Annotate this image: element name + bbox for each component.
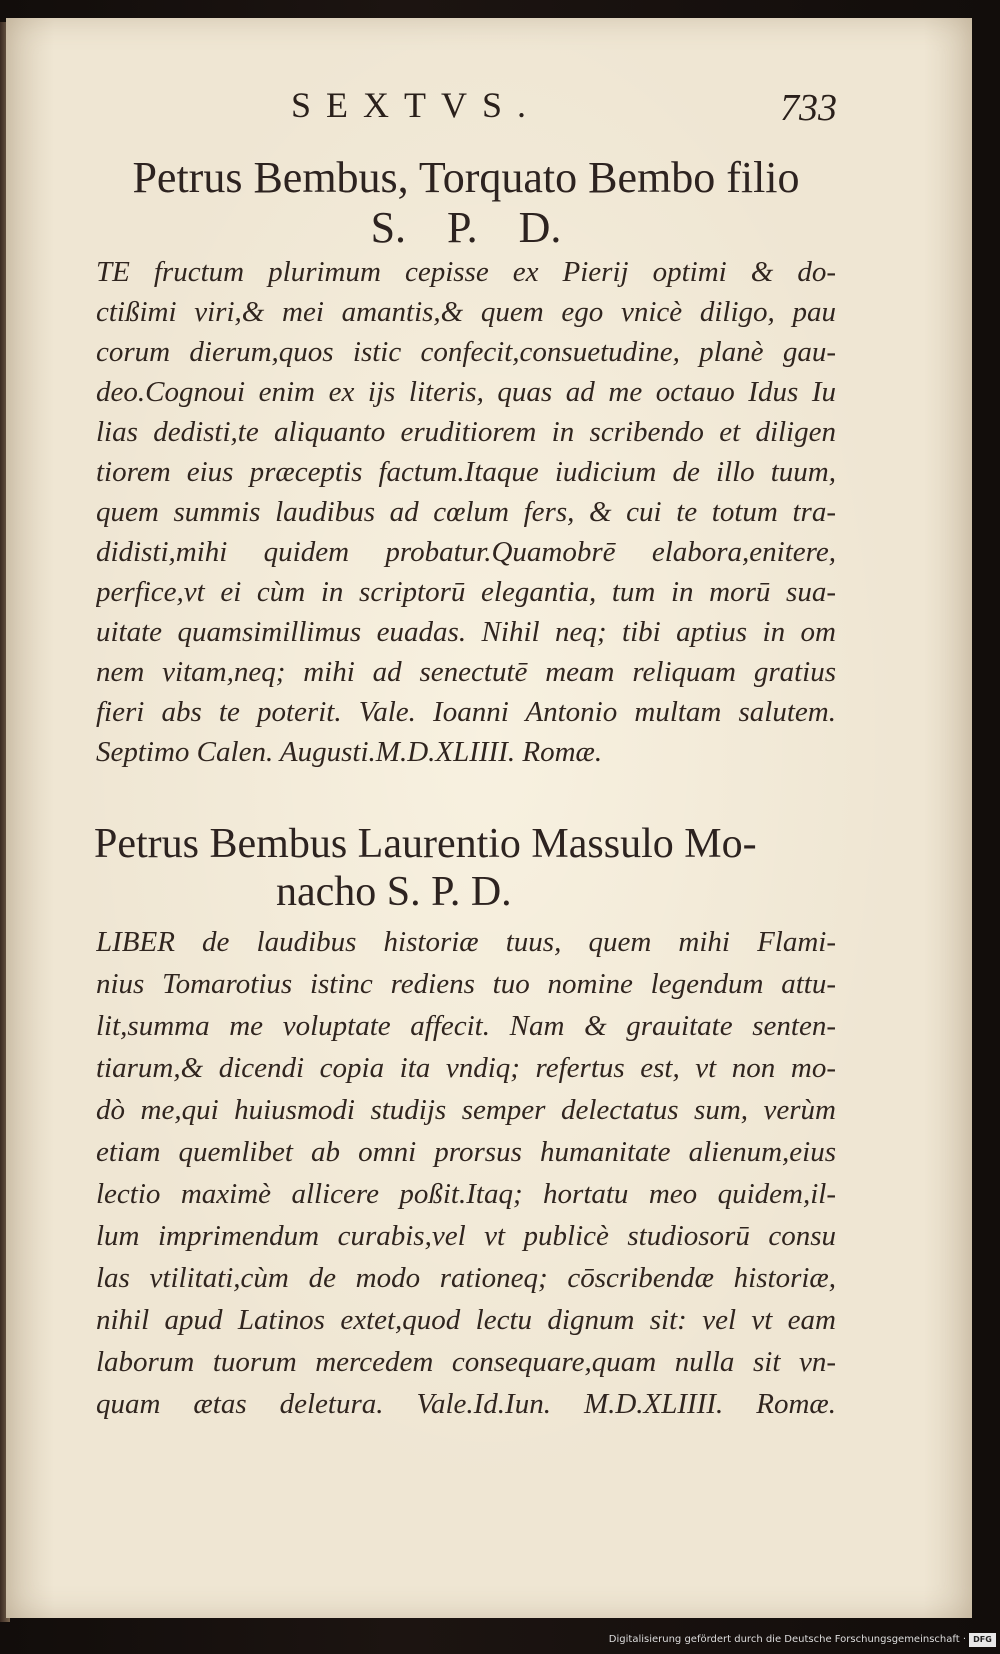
letter1-text-line: quem summis laudibus ad cœlum fers, & cui te totum tra- xyxy=(96,496,836,528)
letter1-heading-line2: S. P. D. xyxy=(370,203,562,252)
letter2-text-line: lit,summa me voluptate affecit. Nam & grauitate senten- xyxy=(96,1010,836,1042)
letter1-text-line: lias dedisti,te aliquanto eruditiorem in scribendo et diligen xyxy=(96,416,836,448)
letter2-text-line: nihil apud Latinos extet,quod lectu dignum sit: vel vt eam xyxy=(96,1304,836,1336)
letter2-heading-line2: nacho S. P. D. xyxy=(276,869,512,915)
letter2-text-line: LIBER de laudibus historiæ tuus, quem mihi Flami- xyxy=(96,926,836,958)
letter2-text-line: lectio maximè allicere poßit.Itaq; hortatu meo quidem,il- xyxy=(96,1178,836,1210)
page-number: 733 xyxy=(780,87,837,129)
letter1-text-line: didisti,mihi quidem probatur.Quamobrē elabora,enitere, xyxy=(96,536,836,568)
letter1-text-line: perfice,vt ei cùm in scriptorū elegantia, tum in morū sua- xyxy=(96,576,836,608)
letter2-text-line: dò me,qui huiusmodi studijs semper delectatus sum, verùm xyxy=(96,1094,836,1126)
letter1-text-line: Septimo Calen. Augusti.M.D.XLIIII. Romæ. xyxy=(96,736,603,768)
letter1-text-line: ctißimi viri,& mei amantis,& quem ego vnicè diligo, pau xyxy=(96,296,836,328)
letter1-text-line: nem vitam,neq; mihi ad senectutē meam reliquam gratius xyxy=(96,656,836,688)
letter1-text-line: fieri abs te poterit. Vale. Ioanni Antonio multam salutem. xyxy=(96,696,836,728)
funding-credit: Digitalisierung gefördert durch die Deutsche Forschungsgemeinschaft · xyxy=(608,1634,966,1645)
book-page xyxy=(6,18,972,1618)
letter2-text-line: las vtilitati,cùm de modo rationeq; cōscribendæ historiæ, xyxy=(96,1262,836,1294)
letter2-text-line: nius Tomarotius istinc rediens tuo nomine legendum attu- xyxy=(96,968,836,1000)
letter1-text-line: tiorem eius præceptis factum.Itaque iudicium de illo tuum, xyxy=(96,456,836,488)
letter2-text-line: laborum tuorum mercedem consequare,quam nulla sit vn- xyxy=(96,1346,836,1378)
letter2-text-line: tiarum,& dicendi copia ita vndiq; refertus est, vt non mo- xyxy=(96,1052,836,1084)
letter1-text-line: deo.Cognoui enim ex ijs literis, quas ad me octauo Idus Iu xyxy=(96,376,836,408)
letter1-heading-line1: Petrus Bembus, Torquato Bembo filio xyxy=(132,153,800,202)
running-head: SEXTVS. xyxy=(291,85,542,125)
letter1-text-line: uitate quamsimillimus euadas. Nihil neq; tibi aptius in om xyxy=(96,616,836,648)
letter1-text-line: TE fructum plurimum cepisse ex Pierij optimi & do- xyxy=(96,256,836,288)
letter2-text-line: lum imprimendum curabis,vel vt publicè studiosorū consu xyxy=(96,1220,836,1252)
letter2-text-line: etiam quemlibet ab omni prorsus humanitate alienum,eius xyxy=(96,1136,836,1168)
dfg-logo: DFG xyxy=(969,1633,996,1647)
letter2-text-line: quam ætas deletura. Vale.Id.Iun. M.D.XLIIII. Romæ. xyxy=(96,1388,836,1420)
letter2-heading-line1: Petrus Bembus Laurentio Massulo Mo- xyxy=(94,821,757,867)
letter1-text-line: corum dierum,quos istic confecit,consuetudine, planè gau- xyxy=(96,336,836,368)
